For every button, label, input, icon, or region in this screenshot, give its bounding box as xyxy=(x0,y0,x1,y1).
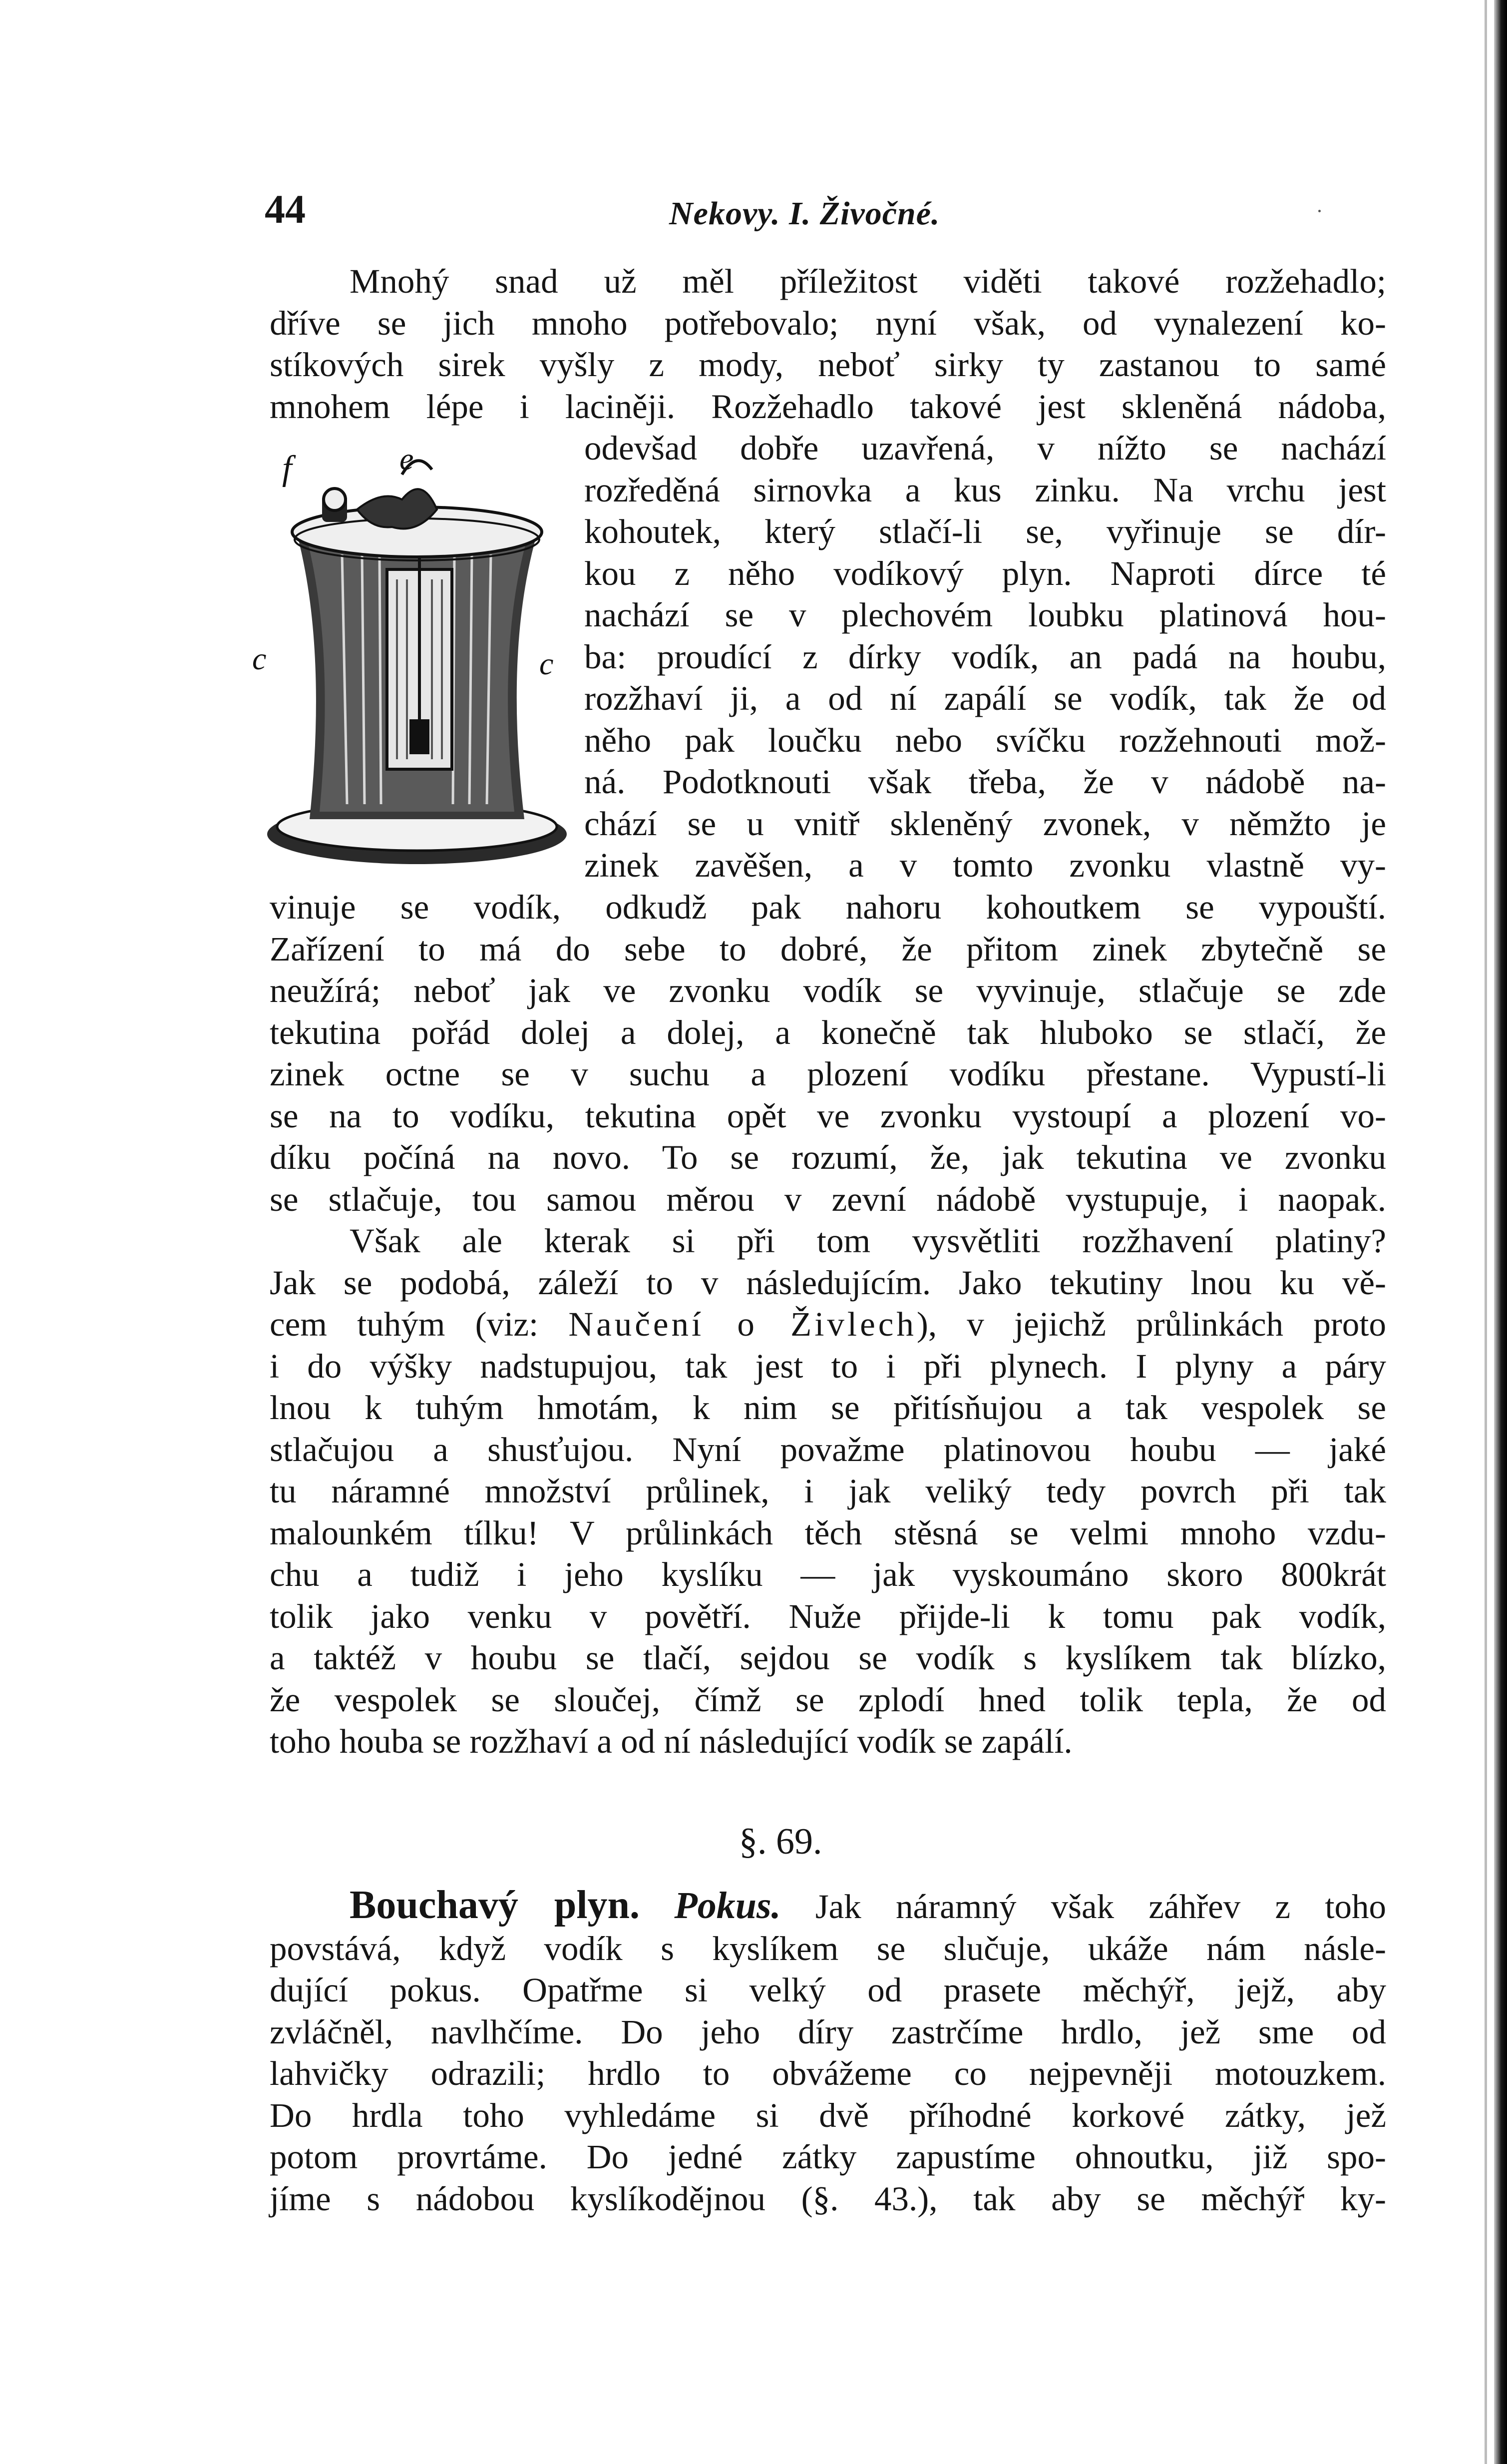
text-line: že vespolek se sloučej, čímž se zplodí hned tolik tepla, že od xyxy=(270,1680,1386,1719)
paragraph-platinum xyxy=(270,1220,1386,1763)
text-line: tolik jako venku v povětří. Nuže přijde-li k tomu pak vodík, xyxy=(270,1597,1386,1635)
section-first-line-text: Jak náramný však záhřev z toho xyxy=(780,1888,1387,1926)
figure-label-c-left: c xyxy=(252,641,267,676)
section-number: §. 69. xyxy=(739,1821,822,1862)
text-line: tu náramné množství průlinek, i jak veliký tedy povrch při tak xyxy=(270,1472,1386,1510)
text-line: stlačujou a shusťujou. Nyní považme platinovou houbu — jaké xyxy=(270,1430,1386,1469)
paragraph-intro xyxy=(270,261,1386,428)
text-line: dříve se jich mnoho potřebovalo; nyní však, od vynalezení ko- xyxy=(270,304,1386,342)
text-line: zinek zavěšen, a v tomto zvonku vlastně vy- xyxy=(584,846,1386,884)
text-line: Však ale kterak si při tom vysvětliti rozžhavení platiny? xyxy=(350,1222,1386,1260)
text-line: rozředěná sirnovka a kus zinku. Na vrchu jest xyxy=(584,471,1386,509)
text-line: i do výšky nadstupujou, tak jest to i při plynech. I plyny a páry xyxy=(270,1347,1386,1385)
text-line: Mnohý snad už měl příležitost viděti takové rozžehadlo; xyxy=(350,262,1386,300)
text-line: se na to vodíku, tekutina opět ve zvonku vystoupí a plození vo- xyxy=(270,1096,1386,1135)
text-line: kohoutek, který stlačí-li se, vyřinuje se dír- xyxy=(584,512,1386,550)
text-line: něho pak loučku nebo svíčku rozžehnouti mož- xyxy=(584,721,1386,759)
running-head: Nekovy. I. Živočné. xyxy=(669,195,940,232)
text-line: stíkových sirek vyšly z mody, neboť sirky ty zastanou to samé xyxy=(270,346,1386,384)
text-line: odevšad dobře uzavřená, v nížto se nachází xyxy=(584,429,1386,467)
section-subtitle: Pokus. xyxy=(674,1885,781,1927)
text-line: ba: proudící z dírky vodík, an padá na houbu, xyxy=(584,637,1386,676)
text-line: se stlačuje, tou samou měrou v zevní nádobě vystupuje, i naopak. xyxy=(270,1180,1386,1218)
paragraph-wrap-text xyxy=(584,428,1386,887)
text-line: zvláčněl, navlhčíme. Do jeho díry zastrčíme hrdlo, jež sme od xyxy=(270,2012,1386,2051)
text-line: chází se u vnitř skleněný zvonek, v němžto je xyxy=(584,804,1386,843)
text-line: ná. Podotknouti však třeba, že v nádobě na- xyxy=(584,763,1386,801)
figure-label-f: f xyxy=(282,449,292,488)
section-69-paragraph xyxy=(270,1885,1386,2220)
text-line: díku počíná na novo. To se rozumí, že, jak tekutina ve zvonku xyxy=(270,1138,1386,1176)
text-line: kou z něho vodíkový plyn. Naproti dírce té xyxy=(584,554,1386,592)
page-number: 44 xyxy=(265,186,306,232)
ink-speck xyxy=(1318,210,1321,212)
text-line: nachází se v plechovém loubku platinová hou- xyxy=(584,596,1386,634)
text-line-post: ), v jejichž průlinkách proto xyxy=(916,1305,1386,1343)
page-header xyxy=(265,186,1388,241)
section-69-first-line xyxy=(270,1885,1386,1928)
text-line: rozžhaví ji, a od ní zapálí se vodík, tak že od xyxy=(584,679,1386,717)
text-line: lnou k tuhým hmotám, k nim se přitísňujou a tak vespolek se xyxy=(270,1389,1386,1427)
figure-label-e: e xyxy=(399,441,414,477)
page-gutter-line xyxy=(1485,0,1487,2464)
text-line: malounkém tílku! V průlinkách těch stěsná se velmi mnoho vzdu- xyxy=(270,1513,1386,1552)
text-line: mnohem lépe i laciněji. Rozžehadlo takové jest skleněná nádoba, xyxy=(270,387,1386,426)
text-line: Jak se podobá, záleží to v následujícím. Jako tekutiny lnou ku vě- xyxy=(270,1263,1386,1302)
text-line: neužírá; neboť jak ve zvonku vodík se vyvinuje, stlačuje se zde xyxy=(270,972,1386,1009)
text-line: dující pokus. Opatřme si velký od prasete měchýř, jejž, aby xyxy=(270,1971,1386,2009)
text-line: lahvičky odrazili; hrdlo to obvážeme co nejpevněji motouzkem. xyxy=(270,2054,1386,2092)
text-line: jíme s nádobou kyslíkodějnou (§. 43.), tak aby se měchýř ky- xyxy=(270,2179,1386,2218)
text-line: a taktéž v houbu se tlačí, sejdou se vodík s kyslíkem tak blízko, xyxy=(270,1639,1386,1677)
text-line: toho houba se rozžhaví a od ní následující vodík se zapálí. xyxy=(270,1722,1073,1760)
text-line: chu a tudiž i jeho kyslíku — jak vyskoumáno skoro 800krát xyxy=(270,1555,1386,1593)
text-line: zinek octne se v suchu a plození vodíku přestane. Vypustí-li xyxy=(270,1055,1386,1093)
figure-label-c-right: c xyxy=(539,646,554,681)
text-line: Do hrdla toho vyhledáme si dvě příhodné korkové zátky, jež xyxy=(270,2096,1386,2134)
reference-title: Naučení o Živlech xyxy=(568,1305,917,1343)
text-line: potom provrtáme. Do jedné zátky zapustíme ohnoutku, již spo- xyxy=(270,2138,1386,2176)
pneumatic-lighter-illustration xyxy=(252,440,574,879)
text-line: tekutina pořád dolej a dolej, a konečně tak hluboko se stlačí, že xyxy=(270,1013,1386,1051)
paragraph-continuation xyxy=(270,887,1386,1220)
text-line: Zařízení to má do sebe to dobré, že přitom zinek zbytečně se xyxy=(270,930,1386,968)
text-line: povstává, když vodík s kyslíkem se slučuje, ukáže nám násle- xyxy=(270,1929,1386,1968)
text-line-pre: cem tuhým (viz: xyxy=(270,1305,569,1343)
text-line-reference xyxy=(270,1304,1386,1346)
section-title: Bouchavý plyn. xyxy=(350,1883,640,1927)
text-line: vinuje se vodík, odkudž pak nahoru kohoutkem se vypouští. xyxy=(270,888,1386,926)
page-edge-shadow xyxy=(1494,0,1507,2464)
